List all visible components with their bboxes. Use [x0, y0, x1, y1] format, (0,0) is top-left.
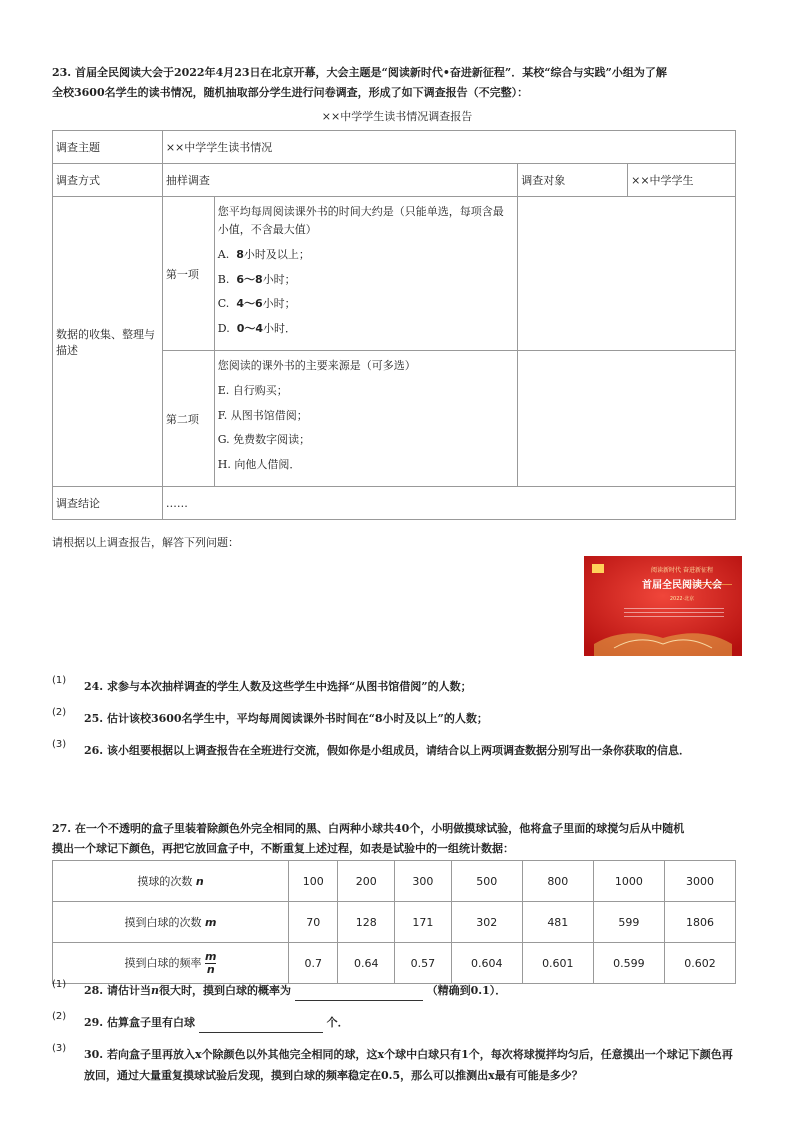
item1-empty-cell — [518, 197, 736, 351]
method-label: 调查方式 — [53, 164, 163, 197]
item2-question: 您阅读的课外书的主要来源是（可多选） — [217, 359, 416, 372]
item1-option-a: A. 8小时及以上； — [217, 248, 310, 261]
banner-line1: 阅读新时代 奋进新征程 — [651, 567, 713, 574]
q27-subq-3: (3) 30. 若向盒子里再放入x个除颜色以外其他完全相同的球，这x个球中白球只有1个，每次将球搅拌均匀后，任意摸出一个球记下颜色再放回，通过大量重复摸球试验后发现，摸到白球的频率稳定在0.5，那么可以推测出x最有可能是多少？ — [52, 1043, 733, 1082]
item2-option-e: E. 自行购买； — [217, 384, 288, 397]
logo-icon — [592, 564, 604, 573]
table-row: 摸到白球的次数 m 70 128 171 302 481 599 1806 — [53, 902, 736, 943]
q23-subq-3: (3) 26. 该小组要根据以上调查报告在全班进行交流，假如你是小组成员，请结合以上两项调查数据分别写出一条你获取的信息． — [52, 739, 690, 757]
item1-option-b: B. 6～8小时； — [217, 272, 296, 286]
banner-graphic — [584, 556, 742, 656]
topic-label: 调查主题 — [53, 131, 163, 164]
q23-subq-2: (2) 25. 估计该校3600名学生中，平均每周阅读课外书时间在“8小时及以上”的人数； — [52, 707, 488, 725]
item1-option-c: C. 4～6小时； — [217, 297, 296, 310]
answer-blank-white-balls[interactable] — [199, 1018, 323, 1033]
answer-blank-probability[interactable] — [295, 986, 423, 1001]
data-collection-label: 数据的收集、整理与描述 — [53, 197, 163, 487]
q27-intro-line2: 摸出一个球记下颜色，再把它放回盒子中，不断重复上述过程，如表是试验中的一组统计数据： — [52, 842, 514, 855]
q23-subq-1: (1) 24. 求参与本次抽样调查的学生人数及这些学生中选择“从图书馆借阅”的人数； — [52, 675, 472, 693]
conclusion-label: 调查结论 — [53, 487, 163, 520]
report-title: ××中学学生读书情况调查报告 — [321, 110, 473, 123]
row2-label: 摸到白球的次数 m — [53, 902, 289, 943]
table-row: 摸球的次数 n 100 200 300 500 800 1000 3000 — [53, 861, 736, 902]
item2-option-f: F. 从图书馆借阅； — [217, 408, 308, 422]
item2-option-g: G. 免费数字阅读； — [217, 433, 311, 446]
answer-prompt: 请根据以上调查报告，解答下列问题： — [52, 536, 239, 549]
q27-subq-2: (2) 29. 估算盒子里有白球 个． — [52, 1012, 742, 1033]
reading-conference-banner — [584, 556, 742, 656]
row3-label: 摸到白球的频率 $\frac{m}{n}$ — [53, 943, 289, 984]
item2-label: 第二项 — [162, 351, 214, 487]
item1-label: 第一项 — [162, 197, 214, 351]
banner-line2: 首届全民阅读大会 — [642, 580, 722, 591]
banner-line3: 2022·北京 — [669, 596, 695, 602]
table-row: 摸到白球的频率 $\frac{m}{n}$ 0.7 0.64 0.57 0.604 0.601 0.599 0.602 — [53, 943, 736, 984]
q27-subq-1: (1) 28. 请估计当n很大时，摸到白球的概率为 （精确到0.1）． — [52, 980, 742, 1001]
object-label: 调查对象 — [518, 164, 628, 197]
object-value: ××中学学生 — [628, 164, 736, 197]
item1-option-d: D. 0～4小时． — [217, 321, 297, 335]
q27-intro-line1: 27. 在一个不透明的盒子里装着除颜色外完全相同的黑、白两种小球共40个，小明做摸球试验，他将盒子里面的球搅匀后从中随机 — [52, 822, 685, 835]
q23-intro-line1: 23. 首届全民阅读大会于2022年4月23日在北京开幕，大会主题是“阅读新时代•奋进新征程”．某校“综合与实践”小组为了解 — [52, 66, 667, 79]
survey-report-table — [52, 130, 736, 520]
item1-question: 您平均每周阅读课外书的时间大约是（只能单选，每项含最小值，不含最大值） — [217, 205, 504, 236]
topic-value: ××中学学生读书情况 — [162, 131, 735, 164]
item2-option-h: H. 向他人借阅． — [217, 457, 301, 471]
conclusion-value: …… — [162, 487, 735, 520]
method-value: 抽样调查 — [162, 164, 517, 197]
item2-empty-cell — [518, 351, 736, 487]
row1-label: 摸球的次数 n — [53, 861, 289, 902]
experiment-stats-table — [52, 860, 736, 984]
q23-intro-line2: 全校3600名学生的读书情况，随机抽取部分学生进行问卷调查，形成了如下调查报告（不完整）： — [52, 86, 529, 99]
